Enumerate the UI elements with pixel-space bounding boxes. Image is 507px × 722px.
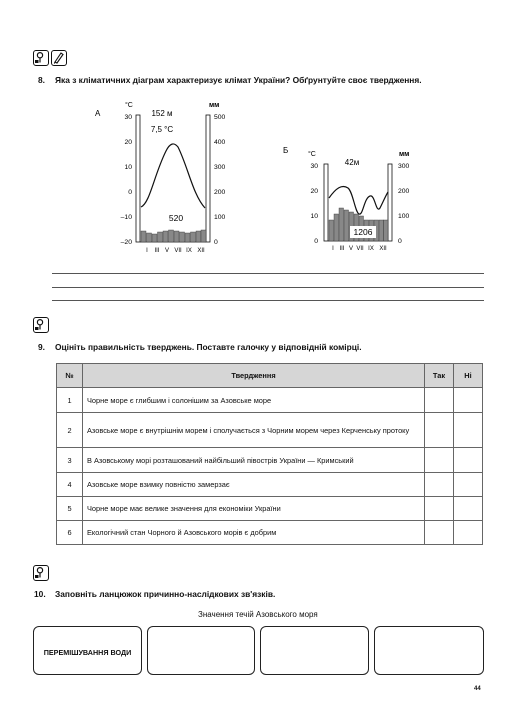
chart-a-t-tick: 30 [124,114,132,121]
chart-a-precip-bar [141,231,146,242]
yes-checkbox-cell[interactable] [425,388,454,413]
chart-a-p-tick: 100 [214,214,226,221]
chart-a-month: IX [186,248,192,254]
chart-b-temp-unit: °C [308,151,316,158]
chart-b-p-tick: 0 [398,238,402,245]
chart-a-month: V [164,248,170,254]
header-yes: Так [425,364,454,388]
read-icon [33,317,49,333]
chart-a-p-tick: 500 [214,114,226,121]
chart-a-month: VII [174,248,182,254]
question-10-text: Заповніть ланцюжок причинно-наслідкових зв'язків. [55,589,276,599]
chart-a-precip-bar [169,230,174,242]
question-8-number: 8. [38,75,45,85]
chart-a-month: I [146,248,148,254]
no-checkbox-cell[interactable] [454,388,483,413]
no-checkbox-cell[interactable] [454,413,483,448]
chart-b-precip-bar [339,208,344,241]
no-checkbox-cell[interactable] [454,448,483,473]
read-icon [33,565,49,581]
chart-b-letter: Б [283,146,289,155]
chart-b-t-tick: 0 [314,238,318,245]
chart-b-month: VII [356,246,364,252]
chart-a-precip-bar [163,231,168,242]
chart-a-elevation: 152 м [151,109,173,118]
chart-b-precip-bar [379,220,384,241]
row-number: 1 [57,388,83,413]
no-checkbox-cell[interactable] [454,473,483,497]
table-row [57,521,483,545]
chart-a-precip-bar [147,233,152,242]
no-checkbox-cell[interactable] [454,521,483,545]
chart-a-month: XII [197,248,205,254]
answer-line[interactable] [52,273,484,274]
header-statement: Твердження [83,364,425,388]
statements-table [56,363,483,545]
chart-a-month: III [154,248,160,254]
chart-b-month: IX [368,246,374,252]
table-row [57,388,483,413]
chart-b-p-tick: 100 [398,213,410,220]
row-number: 4 [57,473,83,497]
chart-a-precip-bar [185,233,190,242]
chart-b-p-tick: 300 [398,163,410,170]
row-statement: В Азовському морі розташований найбільший півострів України — Кримський [83,448,425,473]
chart-b-month: I [332,246,334,252]
yes-checkbox-cell[interactable] [425,497,454,521]
chart-a-avg-temp: 7,5 °C [150,125,174,134]
chain-box-1-label: ПЕРЕМІШУВАННЯ ВОДИ [43,648,132,657]
climate-chart-b [280,140,420,260]
page-number: 44 [474,686,481,692]
chart-b-precip-unit: мм [399,151,410,158]
chart-a-precip-bar [152,234,157,242]
chart-a-annual-precip: 520 [168,213,184,223]
chart-b-precip-bar [334,214,339,241]
chain-box-3[interactable] [260,626,369,675]
chart-a-p-tick: 300 [214,164,226,171]
yes-checkbox-cell[interactable] [425,413,454,448]
no-checkbox-cell[interactable] [454,497,483,521]
chart-b-precip-bar [329,220,334,241]
chain-box-2[interactable] [147,626,255,675]
chart-a-temp-curve [141,144,205,208]
table-header-row [57,364,483,388]
header-no: Ні [454,364,483,388]
question-8-text: Яка з кліматичних діаграм характеризує клімат України? Обґрунтуйте своє твердження. [55,75,422,85]
chart-b-t-tick: 20 [310,188,318,195]
row-number: 2 [57,413,83,448]
answer-line[interactable] [52,287,484,288]
row-statement: Екологічний стан Чорного й Азовського морів є добрим [83,521,425,545]
chart-b-precip-bar [384,220,389,241]
chart-a-t-tick: 0 [128,189,132,196]
chart-a-t-tick: 10 [124,164,132,171]
yes-checkbox-cell[interactable] [425,521,454,545]
chart-a-precip-bar [174,231,179,242]
chart-b-temp-curve [329,186,388,214]
chart-b-t-tick: 10 [310,213,318,220]
row-statement: Азовське море є внутрішнім морем і сполучається з Чорним морем через Керченську протоку [83,413,425,448]
question-10-number: 10. [34,589,46,599]
chart-b-p-tick: 200 [398,188,410,195]
chart-a-precip-bar [196,231,201,242]
table-row [57,448,483,473]
chart-b-month: V [348,246,354,252]
question-9-text: Оцініть правильність тверджень. Поставте галочку у відповідній комірці. [55,342,362,352]
row-statement: Чорне море має велике значення для економіки України [83,497,425,521]
chart-a-precip-unit: мм [209,102,220,109]
chart-a-precip-bar [191,232,196,242]
chart-a-precip-bar [201,230,206,242]
row-number: 5 [57,497,83,521]
yes-checkbox-cell[interactable] [425,473,454,497]
chain-box-4[interactable] [374,626,484,675]
chart-a-temp-unit: °C [125,102,133,109]
table-row [57,473,483,497]
header-num: № [57,364,83,388]
chart-a-precip-bar [158,232,163,242]
chart-b-month: XII [379,246,387,252]
climate-chart-a [90,95,230,260]
chart-b-annual-precip: 1206 [353,227,373,237]
chart-a-t-tick: –10 [120,214,132,221]
chart-a-letter: А [95,109,101,118]
question-9-number: 9. [38,342,45,352]
answer-line[interactable] [52,300,484,301]
table-row [57,497,483,521]
row-number: 3 [57,448,83,473]
chart-a-p-tick: 400 [214,139,226,146]
row-number: 6 [57,521,83,545]
chart-a-t-tick: 20 [124,139,132,146]
chart-b-precip-bar [344,210,349,241]
chart-b-month: III [339,246,345,252]
pen-icon [51,50,67,66]
chart-a-p-tick: 200 [214,189,226,196]
chain-box-1 [33,626,142,675]
table-row [57,413,483,448]
chart-a-precip-bar [180,232,185,242]
row-statement: Чорне море є глибшим і солонішим за Азовське море [83,388,425,413]
read-icon [33,50,49,66]
yes-checkbox-cell[interactable] [425,448,454,473]
chart-a-p-tick: 0 [214,239,218,246]
chart-b-t-tick: 30 [310,163,318,170]
row-statement: Азовське море взимку повністю замерзає [83,473,425,497]
chart-b-elevation: 42м [344,158,360,167]
chart-a-t-tick: –20 [120,239,132,246]
chain-subtitle: Значення течій Азовського моря [198,610,318,619]
